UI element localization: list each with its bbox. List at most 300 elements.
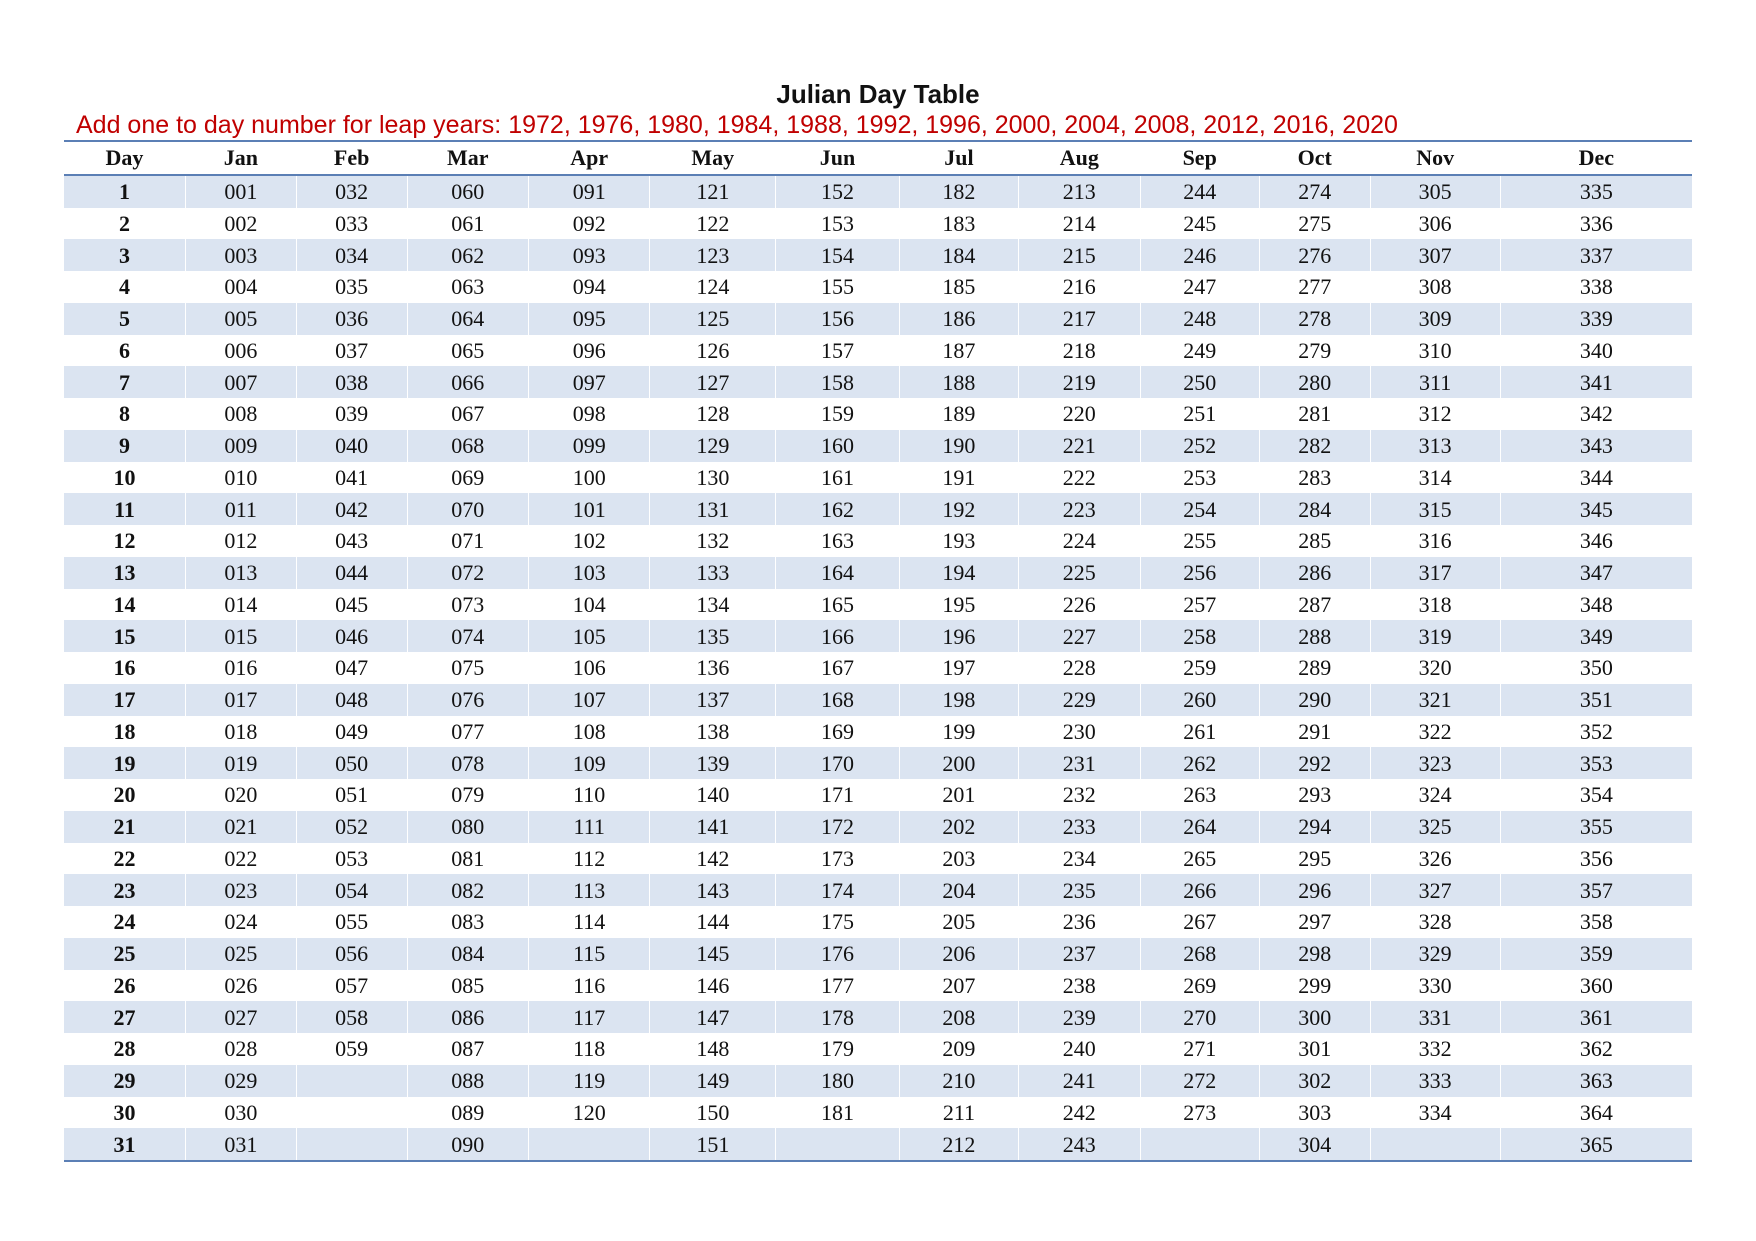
julian-day-cell: 009 [185,430,296,462]
julian-day-cell: 119 [529,1065,650,1097]
julian-day-cell: 289 [1259,652,1370,684]
julian-day-cell: 275 [1259,208,1370,240]
julian-day-cell: 279 [1259,335,1370,367]
julian-day-cell: 150 [650,1097,776,1129]
julian-day-cell [776,1128,900,1161]
table-row [64,843,1692,875]
julian-day-cell: 197 [899,652,1018,684]
julian-day-cell: 322 [1370,716,1500,748]
julian-day-cell: 309 [1370,303,1500,335]
julian-day-cell: 134 [650,589,776,621]
julian-day-cell: 205 [899,906,1018,938]
day-number-cell: 1 [64,175,185,208]
julian-day-cell: 154 [776,239,900,271]
julian-day-cell: 227 [1019,620,1140,652]
day-number-cell: 15 [64,620,185,652]
julian-day-cell: 188 [899,366,1018,398]
julian-day-cell: 192 [899,493,1018,525]
julian-day-cell: 085 [407,970,528,1002]
table-row [64,906,1692,938]
column-header-aug: Aug [1019,141,1140,175]
julian-day-cell: 190 [899,430,1018,462]
julian-day-cell: 152 [776,175,900,208]
julian-day-cell: 036 [296,303,407,335]
julian-day-cell: 342 [1500,398,1692,430]
table-row [64,970,1692,1002]
day-number-cell: 27 [64,1001,185,1033]
julian-day-cell: 002 [185,208,296,240]
julian-day-cell: 256 [1140,557,1259,589]
julian-day-cell: 319 [1370,620,1500,652]
julian-day-cell: 163 [776,525,900,557]
julian-day-cell: 148 [650,1033,776,1065]
julian-day-cell: 226 [1019,589,1140,621]
julian-day-cell: 332 [1370,1033,1500,1065]
julian-day-cell: 347 [1500,557,1692,589]
julian-day-cell: 107 [529,684,650,716]
julian-day-cell: 248 [1140,303,1259,335]
julian-day-cell: 198 [899,684,1018,716]
julian-day-cell: 318 [1370,589,1500,621]
julian-day-cell: 041 [296,462,407,494]
julian-day-cell [529,1128,650,1161]
julian-day-cell: 168 [776,684,900,716]
julian-day-cell: 141 [650,811,776,843]
julian-day-cell: 172 [776,811,900,843]
day-number-cell: 19 [64,747,185,779]
day-number-cell: 18 [113,718,136,744]
julian-day-cell: 234 [1019,843,1140,875]
julian-day-cell: 050 [296,747,407,779]
julian-day-cell: 065 [407,335,528,367]
julian-day-cell: 149 [650,1065,776,1097]
julian-day-cell: 068 [407,430,528,462]
julian-day-cell: 156 [776,303,900,335]
julian-day-cell: 058 [296,1001,407,1033]
julian-day-cell: 143 [650,874,776,906]
julian-day-cell: 103 [529,557,650,589]
day-number-cell: 3 [64,239,185,271]
julian-day-cell: 035 [296,271,407,303]
julian-day-cell: 067 [407,398,528,430]
julian-day-cell: 049 [296,716,407,748]
julian-day-cell: 358 [1500,906,1692,938]
julian-day-cell: 280 [1259,366,1370,398]
column-header-oct: Oct [1259,141,1370,175]
julian-day-cell: 344 [1500,462,1692,494]
julian-day-cell [296,1065,407,1097]
julian-day-cell: 360 [1500,970,1692,1002]
julian-day-cell: 297 [1259,906,1370,938]
julian-day-cell: 128 [650,398,776,430]
julian-day-cell: 246 [1140,239,1259,271]
julian-day-cell: 094 [529,271,650,303]
julian-day-cell: 310 [1370,335,1500,367]
julian-day-cell: 174 [776,874,900,906]
julian-day-cell: 178 [776,1001,900,1033]
julian-day-cell: 090 [407,1128,528,1161]
julian-day-cell: 329 [1370,938,1500,970]
julian-day-cell: 167 [776,652,900,684]
table-row [64,525,1692,557]
column-header-jun: Jun [776,141,900,175]
julian-day-cell: 173 [776,843,900,875]
julian-day-cell: 317 [1370,557,1500,589]
julian-day-cell: 304 [1259,1128,1370,1161]
julian-day-cell: 281 [1259,398,1370,430]
julian-day-cell: 325 [1370,811,1500,843]
julian-day-cell: 164 [776,557,900,589]
julian-day-cell: 271 [1140,1033,1259,1065]
julian-day-cell: 351 [1500,684,1692,716]
julian-day-cell: 293 [1259,779,1370,811]
julian-day-cell: 105 [529,620,650,652]
julian-day-cell: 204 [899,874,1018,906]
julian-day-cell [296,1128,407,1161]
julian-day-cell: 353 [1500,747,1692,779]
julian-day-cell: 364 [1500,1097,1692,1129]
julian-day-cell: 245 [1140,208,1259,240]
julian-day-cell: 012 [185,525,296,557]
julian-day-cell: 070 [407,493,528,525]
julian-day-cell: 212 [899,1128,1018,1161]
julian-day-cell: 251 [1140,398,1259,430]
day-number-cell: 21 [64,811,185,843]
julian-day-cell: 004 [185,271,296,303]
julian-day-cell: 099 [529,430,650,462]
julian-day-cell: 046 [296,620,407,652]
julian-day-cell: 285 [1259,525,1370,557]
julian-day-cell: 160 [776,430,900,462]
page-title: Julian Day Table [776,79,980,109]
julian-day-cell: 056 [296,938,407,970]
table-row [64,430,1692,462]
julian-day-cell: 005 [185,303,296,335]
julian-day-cell: 080 [407,811,528,843]
julian-day-cell: 001 [185,175,296,208]
julian-day-cell: 345 [1500,493,1692,525]
julian-day-cell: 052 [296,811,407,843]
julian-day-cell: 162 [776,493,900,525]
julian-day-cell: 260 [1140,684,1259,716]
julian-day-cell: 104 [529,589,650,621]
julian-day-cell: 217 [1019,303,1140,335]
julian-day-cell: 336 [1500,208,1692,240]
julian-day-cell: 315 [1370,493,1500,525]
julian-day-cell: 102 [529,525,650,557]
julian-day-cell: 324 [1370,779,1500,811]
julian-day-cell: 191 [899,462,1018,494]
julian-day-cell: 115 [529,938,650,970]
julian-day-cell: 230 [1019,716,1140,748]
julian-day-cell: 213 [1019,175,1140,208]
table-row [64,493,1692,525]
julian-day-cell: 291 [1259,716,1370,748]
julian-day-cell: 286 [1259,557,1370,589]
julian-day-cell: 225 [1019,557,1140,589]
julian-day-cell: 165 [776,589,900,621]
julian-day-cell: 331 [1370,1001,1500,1033]
julian-day-cell: 043 [296,525,407,557]
julian-day-cell: 109 [529,747,650,779]
day-number-cell: 23 [64,874,185,906]
day-number-cell: 14 [113,591,136,617]
julian-day-cell: 269 [1140,970,1259,1002]
julian-day-cell: 011 [185,493,296,525]
julian-day-cell: 015 [185,620,296,652]
julian-day-cell: 354 [1500,779,1692,811]
julian-day-cell: 218 [1019,335,1140,367]
julian-day-cell: 031 [185,1128,296,1161]
julian-day-cell: 100 [529,462,650,494]
julian-day-cell: 059 [296,1033,407,1065]
julian-day-cell: 203 [899,843,1018,875]
julian-day-cell: 189 [899,398,1018,430]
julian-day-cell: 081 [407,843,528,875]
julian-day-cell: 062 [407,239,528,271]
julian-day-cell: 014 [185,589,296,621]
table-row [64,208,1692,240]
table-body [64,175,1692,1161]
julian-day-cell: 362 [1500,1033,1692,1065]
julian-day-cell: 074 [407,620,528,652]
julian-day-cell: 126 [650,335,776,367]
julian-day-cell: 071 [407,525,528,557]
julian-day-cell: 311 [1370,366,1500,398]
day-number-cell: 17 [64,684,185,716]
julian-day-cell [1370,1128,1500,1161]
table-header-row [64,141,1692,175]
julian-day-cell: 138 [650,716,776,748]
julian-day-cell: 181 [776,1097,900,1129]
julian-day-cell: 158 [776,366,900,398]
julian-day-cell: 209 [899,1033,1018,1065]
julian-day-cell: 235 [1019,874,1140,906]
day-number-cell: 13 [64,557,185,589]
julian-day-cell: 032 [296,175,407,208]
leap-year-note: Add one to day number for leap years: 1972, 1976, 1980, 1984, 1988, 1992, 1996, 2000, 2004, 2008, 2012, 2016, 2020 [76,111,1398,139]
julian-day-cell: 114 [529,906,650,938]
day-number-cell: 9 [64,430,185,462]
column-header-mar: Mar [407,141,528,175]
julian-day-cell: 346 [1500,525,1692,557]
julian-day-cell: 184 [899,239,1018,271]
julian-day-cell: 357 [1500,874,1692,906]
julian-day-cell: 045 [296,589,407,621]
julian-day-cell: 229 [1019,684,1140,716]
julian-day-cell: 023 [185,874,296,906]
table-row [64,398,1692,430]
day-number-cell: 10 [113,464,136,490]
julian-day-cell: 101 [529,493,650,525]
julian-day-cell: 161 [776,462,900,494]
julian-day-cell: 131 [650,493,776,525]
julian-day-cell: 135 [650,620,776,652]
julian-day-cell: 263 [1140,779,1259,811]
column-header-apr: Apr [529,141,650,175]
julian-day-cell: 211 [899,1097,1018,1129]
julian-day-cell: 121 [650,175,776,208]
julian-day-cell: 026 [185,970,296,1002]
julian-day-cell: 110 [529,779,650,811]
day-number-cell: 4 [118,274,130,300]
julian-day-cell: 356 [1500,843,1692,875]
julian-day-cell: 219 [1019,366,1140,398]
table-row [64,1128,1692,1161]
julian-day-cell: 300 [1259,1001,1370,1033]
day-number-cell: 25 [64,938,185,970]
julian-day-cell: 077 [407,716,528,748]
julian-day-cell: 146 [650,970,776,1002]
table-row [64,811,1692,843]
julian-day-cell: 202 [899,811,1018,843]
julian-day-cell: 044 [296,557,407,589]
julian-day-cell [1140,1128,1259,1161]
julian-day-cell: 359 [1500,938,1692,970]
julian-day-cell: 288 [1259,620,1370,652]
julian-day-cell: 186 [899,303,1018,335]
julian-day-cell: 301 [1259,1033,1370,1065]
julian-day-cell: 025 [185,938,296,970]
julian-day-cell: 008 [185,398,296,430]
julian-day-cell: 195 [899,589,1018,621]
julian-day-cell: 268 [1140,938,1259,970]
julian-day-cell: 092 [529,208,650,240]
julian-day-cell: 254 [1140,493,1259,525]
julian-day-cell: 244 [1140,175,1259,208]
julian-day-cell: 201 [899,779,1018,811]
julian-day-cell: 133 [650,557,776,589]
julian-day-cell: 334 [1370,1097,1500,1129]
julian-day-cell: 320 [1370,652,1500,684]
julian-day-cell: 335 [1500,175,1692,208]
julian-day-cell: 249 [1140,335,1259,367]
julian-day-cell: 091 [529,175,650,208]
day-number-cell: 26 [113,972,136,998]
julian-day-cell: 047 [296,652,407,684]
table-row [64,874,1692,906]
julian-day-cell: 144 [650,906,776,938]
julian-day-cell: 243 [1019,1128,1140,1161]
julian-day-cell: 365 [1500,1128,1692,1161]
julian-day-cell: 333 [1370,1065,1500,1097]
julian-day-cell: 185 [899,271,1018,303]
table-row [64,589,1692,621]
julian-day-cell: 064 [407,303,528,335]
table-row [64,938,1692,970]
julian-day-cell: 120 [529,1097,650,1129]
julian-day-cell: 019 [185,747,296,779]
julian-day-cell: 265 [1140,843,1259,875]
julian-day-cell: 196 [899,620,1018,652]
julian-day-cell: 259 [1140,652,1259,684]
julian-day-cell: 361 [1500,1001,1692,1033]
julian-day-cell: 020 [185,779,296,811]
julian-day-cell: 034 [296,239,407,271]
table-row [64,303,1692,335]
julian-day-cell: 122 [650,208,776,240]
julian-day-cell: 232 [1019,779,1140,811]
julian-day-cell: 175 [776,906,900,938]
julian-day-cell: 303 [1259,1097,1370,1129]
julian-day-cell: 228 [1019,652,1140,684]
julian-day-cell: 231 [1019,747,1140,779]
julian-day-cell: 363 [1500,1065,1692,1097]
julian-day-cell: 349 [1500,620,1692,652]
column-header-may: May [650,141,776,175]
julian-day-cell: 180 [776,1065,900,1097]
document-page [64,78,1692,1162]
julian-day-cell: 021 [185,811,296,843]
day-number-cell: 2 [118,210,130,236]
julian-day-cell: 078 [407,747,528,779]
julian-day-cell: 240 [1019,1033,1140,1065]
julian-day-cell: 139 [650,747,776,779]
julian-day-cell: 169 [776,716,900,748]
julian-day-cell: 255 [1140,525,1259,557]
julian-day-cell: 060 [407,175,528,208]
julian-day-cell: 323 [1370,747,1500,779]
julian-day-cell: 277 [1259,271,1370,303]
julian-day-cell: 073 [407,589,528,621]
table-row [64,779,1692,811]
julian-day-cell: 125 [650,303,776,335]
table-row [64,335,1692,367]
table-row [64,684,1692,716]
julian-day-cell: 040 [296,430,407,462]
julian-day-cell: 042 [296,493,407,525]
julian-day-cell: 298 [1259,938,1370,970]
julian-day-cell: 295 [1259,843,1370,875]
column-header-sep: Sep [1140,141,1259,175]
column-header-dec: Dec [1500,141,1692,175]
table-row [64,366,1692,398]
julian-day-cell: 028 [185,1033,296,1065]
julian-day-cell: 261 [1140,716,1259,748]
table-row [64,1033,1692,1065]
julian-day-cell: 140 [650,779,776,811]
julian-day-cell: 098 [529,398,650,430]
julian-day-cell: 330 [1370,970,1500,1002]
julian-day-cell: 194 [899,557,1018,589]
table-row [64,239,1692,271]
julian-day-cell: 314 [1370,462,1500,494]
julian-day-cell: 350 [1500,652,1692,684]
julian-day-cell: 027 [185,1001,296,1033]
julian-day-cell: 016 [185,652,296,684]
day-number-cell: 12 [113,528,136,554]
julian-day-cell: 013 [185,557,296,589]
julian-day-cell: 082 [407,874,528,906]
table-row [64,1097,1692,1129]
julian-day-cell: 328 [1370,906,1500,938]
julian-day-cell: 010 [185,462,296,494]
julian-day-cell: 341 [1500,366,1692,398]
table-row [64,620,1692,652]
julian-day-cell: 287 [1259,589,1370,621]
julian-day-cell: 238 [1019,970,1140,1002]
julian-day-cell: 306 [1370,208,1500,240]
table-row [64,557,1692,589]
julian-day-cell: 233 [1019,811,1140,843]
julian-day-cell: 022 [185,843,296,875]
julian-day-cell: 338 [1500,271,1692,303]
julian-day-cell: 296 [1259,874,1370,906]
julian-day-cell: 157 [776,335,900,367]
julian-day-cell: 270 [1140,1001,1259,1033]
julian-day-cell: 339 [1500,303,1692,335]
julian-day-cell: 207 [899,970,1018,1002]
